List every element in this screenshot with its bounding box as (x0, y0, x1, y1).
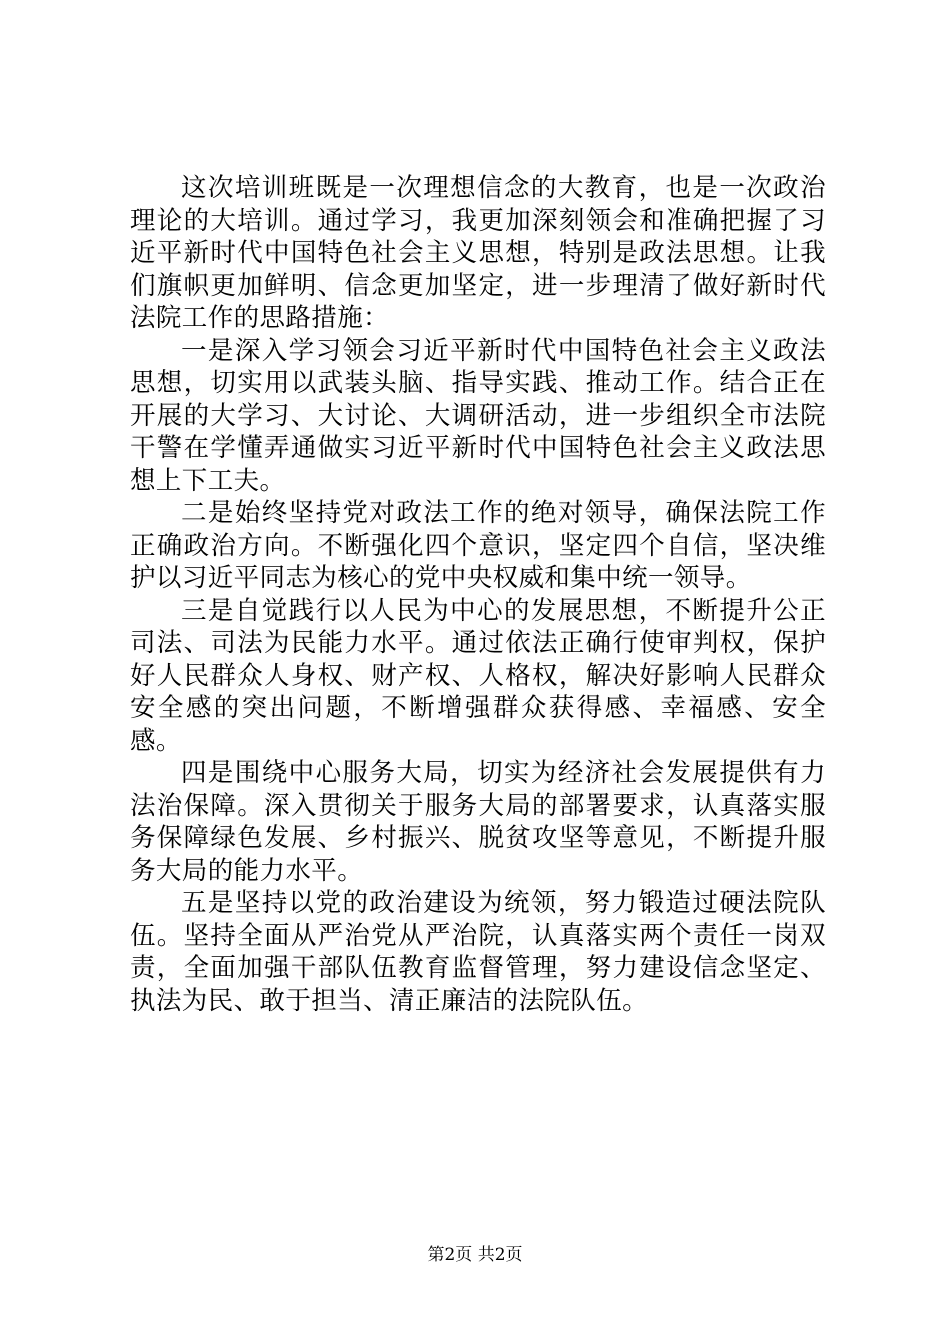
paragraph-point-five: 五是坚持以党的政治建设为统领，努力锻造过硬法院队伍。坚持全面从严治党从严治院，认真落实两个责任一岗双责，全面加强干部队伍教育监督管理，努力建设信念坚定、执法为民、敢于担当、清正廉洁的法院队伍。 (130, 888, 826, 1016)
paragraph-point-two: 二是始终坚持党对政法工作的绝对领导，确保法院工作正确政治方向。不断强化四个意识，坚定四个自信，坚决维护以习近平同志为核心的党中央权威和集中统一领导。 (130, 498, 826, 593)
paragraph-point-four: 四是围绕中心服务大局，切实为经济社会发展提供有力法治保障。深入贯彻关于服务大局的部署要求，认真落实服务保障绿色发展、乡村振兴、脱贫攻坚等意见，不断提升服务大局的能力水平。 (130, 758, 826, 886)
paragraph-point-three: 三是自觉践行以人民为中心的发展思想，不断提升公正司法、司法为民能力水平。通过依法正确行使审判权，保护好人民群众人身权、财产权、人格权，解决好影响人民群众安全感的突出问题，不断增强群众获得感、幸福感、安全感。 (130, 595, 826, 756)
document-body (130, 172, 826, 1017)
paragraph-point-one: 一是深入学习领会习近平新时代中国特色社会主义政法思想，切实用以武装头脑、指导实践、推动工作。结合正在开展的大学习、大讨论、大调研活动，进一步组织全市法院干警在学懂弄通做实习近平新时代中国特色社会主义政法思想上下工夫。 (130, 335, 826, 496)
paragraph-intro: 这次培训班既是一次理想信念的大教育，也是一次政治理论的大培训。通过学习，我更加深刻领会和准确把握了习近平新时代中国特色社会主义思想，特别是政法思想。让我们旗帜更加鲜明、信念更加坚定，进一步理清了做好新时代法院工作的思路措施： (130, 173, 826, 333)
page-number-footer: 第2页 共2页 (427, 1245, 523, 1265)
